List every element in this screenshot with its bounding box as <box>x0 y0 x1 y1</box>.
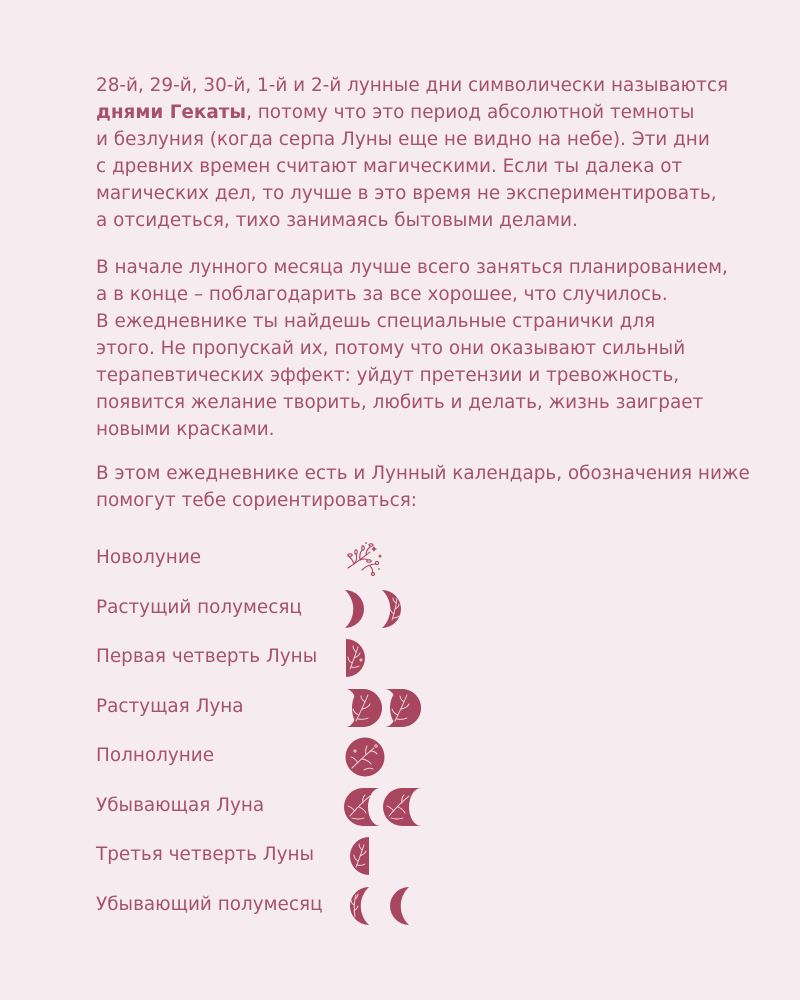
legend-row <box>96 637 756 687</box>
text-line: с древних времен считают магическими. Если ты далека от <box>96 156 683 177</box>
paragraph-planning <box>96 254 756 443</box>
full-moon-icon <box>342 736 386 778</box>
legend-label: Полнолуние <box>96 745 215 766</box>
text-line: появится желание творить, любить и делать, жизнь заиграет <box>96 392 704 413</box>
paragraph-calendar-intro <box>96 460 756 514</box>
text-line <box>96 99 756 126</box>
text-line: новыми красками. <box>96 419 275 440</box>
waning-gibbous-icon <box>342 786 426 828</box>
legend-label: Первая четверть Луны <box>96 646 318 667</box>
waxing-gibbous-icon <box>342 687 426 729</box>
text-line: магических дел, то лучше в это время не экспериментировать, <box>96 183 717 204</box>
legend-row <box>96 736 756 786</box>
moon-phase-legend <box>96 538 756 934</box>
text-line: В ежедневнике ты найдешь специальные странички для <box>96 311 656 332</box>
legend-label: Убывающий полумесяц <box>96 893 323 915</box>
text-line: 28-й, 29-й, 30-й, 1-й и 2-й лунные дни символически называются <box>96 75 729 96</box>
text-line: В этом ежедневнике есть и Лунный календарь, обозначения ниже <box>96 463 750 484</box>
waxing-crescent-icon <box>342 588 412 630</box>
legend-row <box>96 538 756 588</box>
paragraph-hecate-days <box>96 72 756 234</box>
hecate-days-bold: днями Гекаты <box>96 102 247 123</box>
legend-row <box>96 786 756 836</box>
text-line: этого. Не пропускай их, потому что они оказывают сильный <box>96 338 686 359</box>
text-line: помогут тебе сориентироваться: <box>96 490 417 511</box>
legend-label: Растущая Луна <box>96 695 244 717</box>
first-quarter-icon <box>342 637 382 679</box>
third-quarter-icon <box>342 835 382 877</box>
legend-row <box>96 835 756 885</box>
new-moon-icon <box>342 538 386 578</box>
text-line: а отсидеться, тихо занимаясь бытовыми делами. <box>96 210 578 231</box>
legend-row <box>96 588 756 638</box>
legend-label: Третья четверть Луны <box>96 844 315 865</box>
text-fragment: , потому что это период абсолютной темноты <box>246 102 695 123</box>
text-line: а в конце – поблагодарить за все хорошее, что случилось. <box>96 284 668 305</box>
legend-label: Растущий полумесяц <box>96 596 302 618</box>
text-line: и безлуния (когда серпа Луны еще не видно на небе). Эти дни <box>96 129 710 150</box>
legend-label: Убывающая Луна <box>96 794 265 816</box>
legend-row <box>96 885 756 935</box>
text-line: терапевтических эффект: уйдут претензии и тревожность, <box>96 365 680 386</box>
text-line: В начале лунного месяца лучше всего заняться планированием, <box>96 257 728 278</box>
legend-row <box>96 687 756 737</box>
legend-label: Новолуние <box>96 547 202 568</box>
waning-crescent-icon <box>342 885 412 927</box>
